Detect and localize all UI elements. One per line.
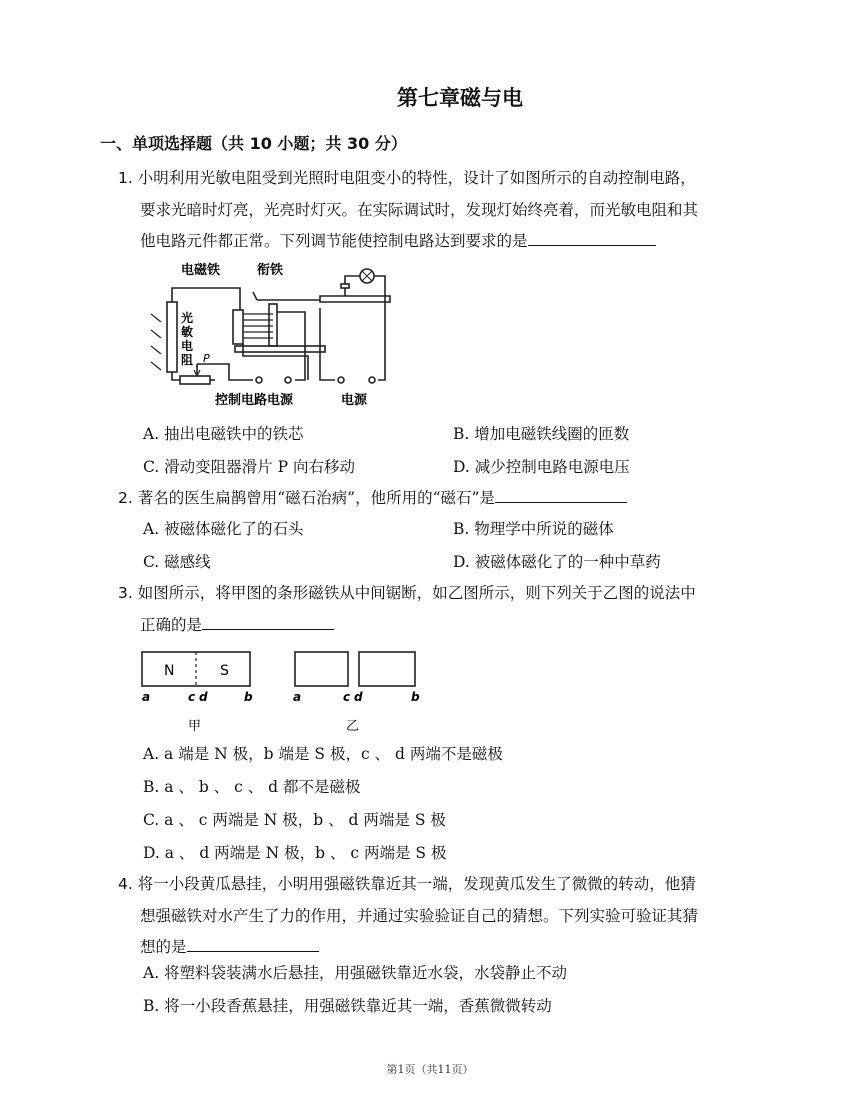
question-text: 著名的医生扁鹊曾用“磁石治病”，他所用的“磁石”是 — [137, 489, 495, 507]
option-a[interactable]: A. a 端是 N 极，b 端是 S 极，c 、 d 两端不是磁极 — [143, 745, 503, 763]
question-text-with-blank — [140, 609, 334, 641]
question-3 — [118, 577, 696, 609]
question-number: 1. — [118, 169, 133, 187]
label-photoresistor-2: 敏 — [181, 325, 194, 339]
answer-blank[interactable] — [202, 611, 334, 630]
page-title: 第七章磁与电 — [397, 86, 523, 110]
circuit-diagram — [145, 252, 395, 412]
question-4 — [118, 868, 696, 900]
question-2 — [118, 482, 627, 514]
label-c: c — [343, 690, 351, 704]
option-b[interactable]: B. 将一小段香蕉悬挂，用强磁铁靠近其一端，香蕉微微转动 — [143, 997, 552, 1015]
question-text: 他电路元件都正常。下列调节能使控制电路达到要求的是 — [140, 232, 528, 250]
label-d: d — [354, 690, 363, 704]
option-a[interactable]: A. 将塑料袋装满水后悬挂，用强磁铁靠近水袋，水袋静止不动 — [143, 964, 568, 982]
label-electromagnet: 电磁铁 — [181, 263, 221, 278]
label-b: b — [411, 690, 420, 704]
question-1 — [118, 162, 696, 194]
label-power: 电源 — [341, 393, 368, 408]
magnet-diagram — [138, 648, 428, 738]
option-b[interactable]: B. a 、 b 、 c 、 d 都不是磁极 — [143, 778, 361, 796]
question-text: 小明利用光敏电阻受到光照时电阻变小的特性，设计了如图所示的自动控制电路， — [137, 169, 696, 187]
label-d: d — [199, 690, 208, 704]
question-text: 正确的是 — [140, 616, 203, 634]
option-b[interactable]: B. 增加电磁铁线圈的匝数 — [453, 425, 630, 443]
answer-blank[interactable] — [528, 227, 656, 246]
label-photoresistor-4: 阻 — [181, 353, 194, 367]
question-text: 如图所示，将甲图的条形磁铁从中间锯断，如乙图所示，则下列关于乙图的说法中 — [137, 584, 696, 602]
answer-blank[interactable] — [187, 933, 319, 952]
answer-blank[interactable] — [495, 484, 627, 503]
question-text: 想的是 — [140, 938, 187, 956]
option-b[interactable]: B. 物理学中所说的磁体 — [453, 520, 614, 538]
label-c: c — [188, 690, 196, 704]
option-c[interactable]: C. 滑动变阻器滑片 P 向右移动 — [143, 458, 355, 476]
page-footer: 第1页（共11页） — [386, 1063, 474, 1076]
label-b: b — [244, 690, 253, 704]
label-s-pole: S — [220, 663, 229, 679]
option-c[interactable]: C. a 、 c 两端是 N 极，b 、 d 两端是 S 极 — [143, 811, 446, 829]
label-armature: 衔铁 — [257, 263, 284, 278]
question-text: 想强磁铁对水产生了力的作用，并通过实验验证自己的猜想。下列实验可验证其猜 — [140, 907, 699, 925]
option-d[interactable]: D. a 、 d 两端是 N 极，b 、 c 两端是 S 极 — [143, 844, 447, 862]
section-heading: 一、单项选择题（共 10 小题；共 30 分） — [100, 134, 407, 153]
label-control-power: 控制电路电源 — [215, 393, 294, 408]
option-d[interactable]: D. 减少控制电路电源电压 — [453, 458, 630, 476]
label-yi: 乙 — [346, 719, 360, 734]
question-text: 将一小段黄瓜悬挂，小明用强磁铁靠近其一端，发现黄瓜发生了微微的转动，他猜 — [137, 875, 696, 893]
question-number: 4. — [118, 875, 133, 893]
label-photoresistor-3: 电 — [181, 339, 194, 353]
label-photoresistor-1: 光 — [181, 311, 194, 325]
option-a[interactable]: A. 被磁体磁化了的石头 — [143, 520, 304, 538]
label-a: a — [293, 690, 302, 704]
label-a: a — [142, 690, 151, 704]
label-jia: 甲 — [188, 719, 202, 734]
label-n-pole: N — [164, 663, 175, 679]
option-c[interactable]: C. 磁感线 — [143, 553, 211, 571]
question-number: 2. — [118, 489, 133, 507]
option-d[interactable]: D. 被磁体磁化了的一种中草药 — [453, 553, 661, 571]
question-number: 3. — [118, 584, 133, 602]
option-a[interactable]: A. 抽出电磁铁中的铁芯 — [143, 425, 304, 443]
question-text-with-blank — [140, 931, 319, 963]
label-slider-p: P — [203, 352, 210, 365]
question-text: 要求光暗时灯亮，光亮时灯灭。在实际调试时，发现灯始终亮着，而光敏电阻和其 — [140, 201, 699, 219]
